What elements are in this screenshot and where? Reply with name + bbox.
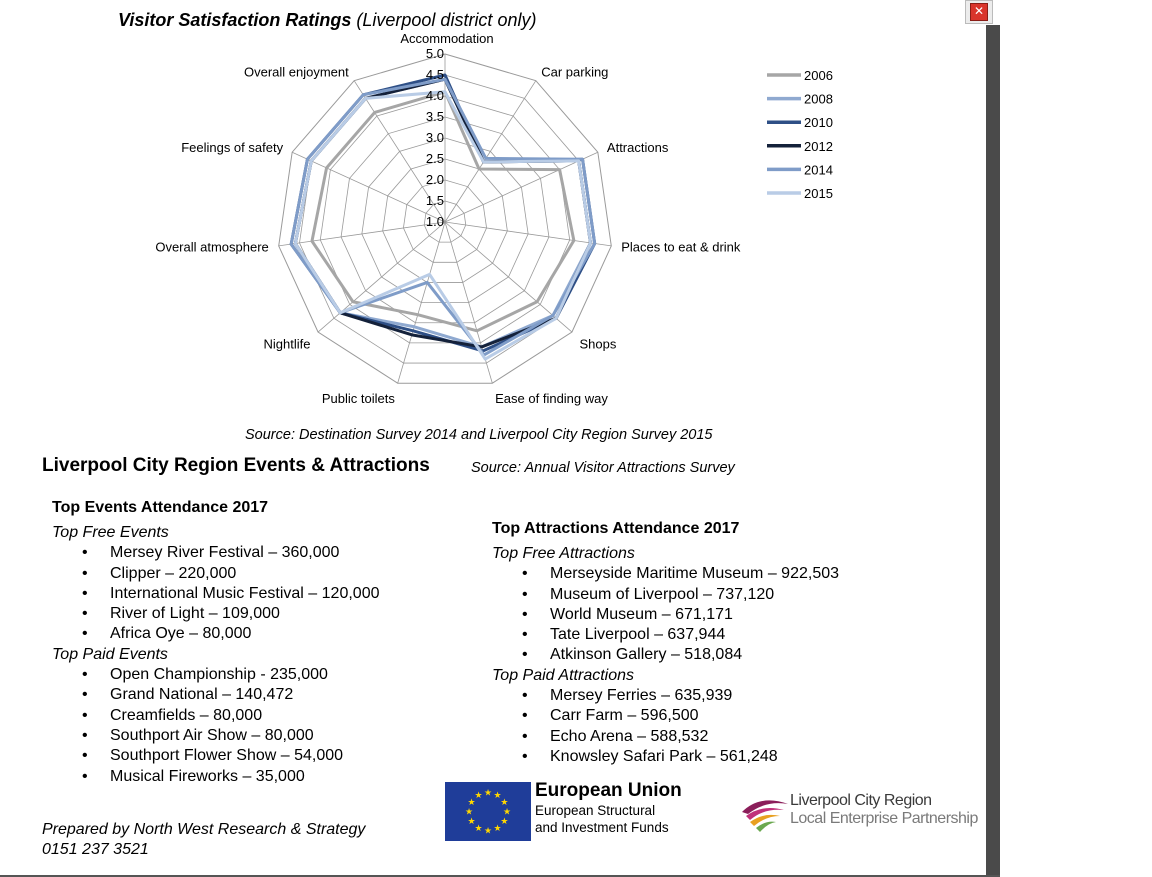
radar-ticks (426, 46, 444, 229)
eu-star: ★ (474, 822, 483, 833)
lcr-line-1: Liverpool City Region (790, 792, 932, 809)
axis-spoke (445, 222, 611, 246)
list-item: • River of Light – 109,000 (52, 604, 379, 624)
events-column (52, 499, 379, 787)
legend-label: 2014 (804, 162, 833, 178)
phone-number: 0151 237 3521 (42, 841, 149, 858)
axis-label: Public toilets (321, 390, 395, 406)
list-item: • Mersey River Festival – 360,000 (52, 543, 379, 563)
axis-label: Overall enjoyment (243, 64, 349, 80)
list-item: • Atkinson Gallery – 518,084 (492, 645, 839, 665)
eu-line-2: and Investment Funds (535, 820, 669, 835)
section-title: Liverpool City Region Events & Attractions (42, 455, 430, 476)
free-attractions-list (492, 564, 839, 665)
tick-label: 3.0 (425, 130, 444, 145)
axis-label: Ease of finding way (495, 390, 608, 406)
axis-label: Overall atmosphere (155, 239, 269, 255)
eu-star: ★ (483, 825, 493, 836)
list-item: • Museum of Liverpool – 737,120 (492, 585, 839, 605)
legend-label: 2012 (804, 138, 833, 154)
list-item: • Mersey Ferries – 635,939 (492, 686, 839, 706)
free-attractions-label: Top Free Attractions (492, 545, 635, 562)
eu-star: ★ (467, 797, 476, 807)
list-item: • Southport Air Show – 80,000 (52, 726, 379, 746)
eu-line-1: European Structural (535, 803, 656, 818)
axis-label: Nightlife (263, 336, 311, 352)
tick-label: 1.0 (425, 214, 444, 229)
paid-attractions-list (492, 686, 839, 767)
attractions-column (492, 520, 839, 767)
axis-spoke (445, 81, 536, 222)
list-item: • Clipper – 220,000 (52, 564, 379, 584)
list-item: • Carr Farm – 596,500 (492, 706, 839, 726)
eu-title: European Union (535, 780, 682, 801)
close-button[interactable] (965, 0, 993, 24)
list-item: • Merseyside Maritime Museum – 922,503 (492, 564, 839, 584)
tick-label: 2.0 (425, 172, 444, 187)
eu-stars-icon (445, 782, 531, 841)
axis-label: Accommodation (400, 31, 494, 46)
lcr-swoosh-icon (740, 790, 790, 835)
list-item: • Africa Oye – 80,000 (52, 624, 379, 644)
axis-label: Feelings of safety (181, 140, 284, 156)
events-heading: Top Events Attendance 2017 (52, 499, 269, 516)
scrollbar[interactable] (986, 25, 1000, 877)
eu-star: ★ (467, 816, 476, 826)
eu-star: ★ (500, 816, 509, 826)
legend-label: 2006 (804, 68, 833, 83)
list-item: • Grand National – 140,472 (52, 685, 379, 705)
list-item: • Knowsley Safari Park – 561,248 (492, 747, 839, 767)
axis-label: Shops (579, 336, 617, 352)
radar-chart (0, 0, 985, 420)
paid-events-list (52, 665, 379, 787)
lcr-line-2: Local Enterprise Partnership (790, 810, 978, 827)
eu-star: ★ (493, 790, 502, 801)
eu-flag-logo (445, 782, 531, 841)
free-events-label: Top Free Events (52, 524, 169, 541)
prepared-by (42, 820, 365, 860)
axis-label: Places to eat & drink (621, 239, 741, 255)
section-source: Source: Annual Visitor Attractions Survey (471, 460, 735, 476)
free-events-list (52, 543, 379, 644)
eu-funding-text (535, 780, 682, 836)
list-item: • Musical Fireworks – 35,000 (52, 767, 379, 787)
close-x-icon: ✕ (970, 3, 988, 21)
radar-grid (279, 54, 612, 383)
list-item: • Echo Arena – 588,532 (492, 727, 839, 747)
prepared-by-text: Prepared by North West Research & Strategy (42, 821, 366, 838)
lcr-lep-logo (740, 790, 980, 835)
chart-title-suffix: (Liverpool district only) (351, 10, 537, 30)
eu-star: ★ (493, 822, 502, 833)
chart-source: Source: Destination Survey 2014 and Liverpool City Region Survey 2015 (245, 427, 713, 443)
tick-label: 5.0 (425, 46, 444, 61)
tick-label: 3.5 (425, 109, 444, 124)
eu-star: ★ (474, 790, 483, 801)
eu-star: ★ (483, 787, 493, 798)
list-item: • Tate Liverpool – 637,944 (492, 625, 839, 645)
list-item: • Open Championship - 235,000 (52, 665, 379, 685)
tick-label: 1.5 (425, 193, 444, 208)
list-item: • International Music Festival – 120,000 (52, 584, 379, 604)
legend-label: 2015 (804, 186, 833, 201)
tick-label: 2.5 (425, 151, 444, 166)
list-item: • Creamfields – 80,000 (52, 706, 379, 726)
tick-label: 4.5 (425, 67, 444, 82)
legend-label: 2008 (804, 91, 833, 107)
chart-title-main: Visitor Satisfaction Ratings (118, 10, 352, 30)
legend-label: 2010 (804, 115, 833, 131)
tick-label: 4.0 (425, 88, 444, 103)
paid-events-label: Top Paid Events (52, 645, 168, 663)
paid-attractions-label: Top Paid Attractions (492, 666, 635, 684)
chart-legend (767, 68, 833, 201)
list-item: • World Museum – 671,171 (492, 605, 839, 625)
list-item: • Southport Flower Show – 54,000 (52, 746, 379, 766)
axis-label: Car parking (541, 64, 609, 80)
axis-label: Attractions (606, 140, 669, 156)
eu-star: ★ (464, 806, 474, 817)
axis-spoke (279, 222, 445, 246)
eu-star: ★ (502, 806, 512, 817)
attractions-heading: Top Attractions Attendance 2017 (492, 520, 740, 537)
eu-star: ★ (500, 797, 509, 807)
